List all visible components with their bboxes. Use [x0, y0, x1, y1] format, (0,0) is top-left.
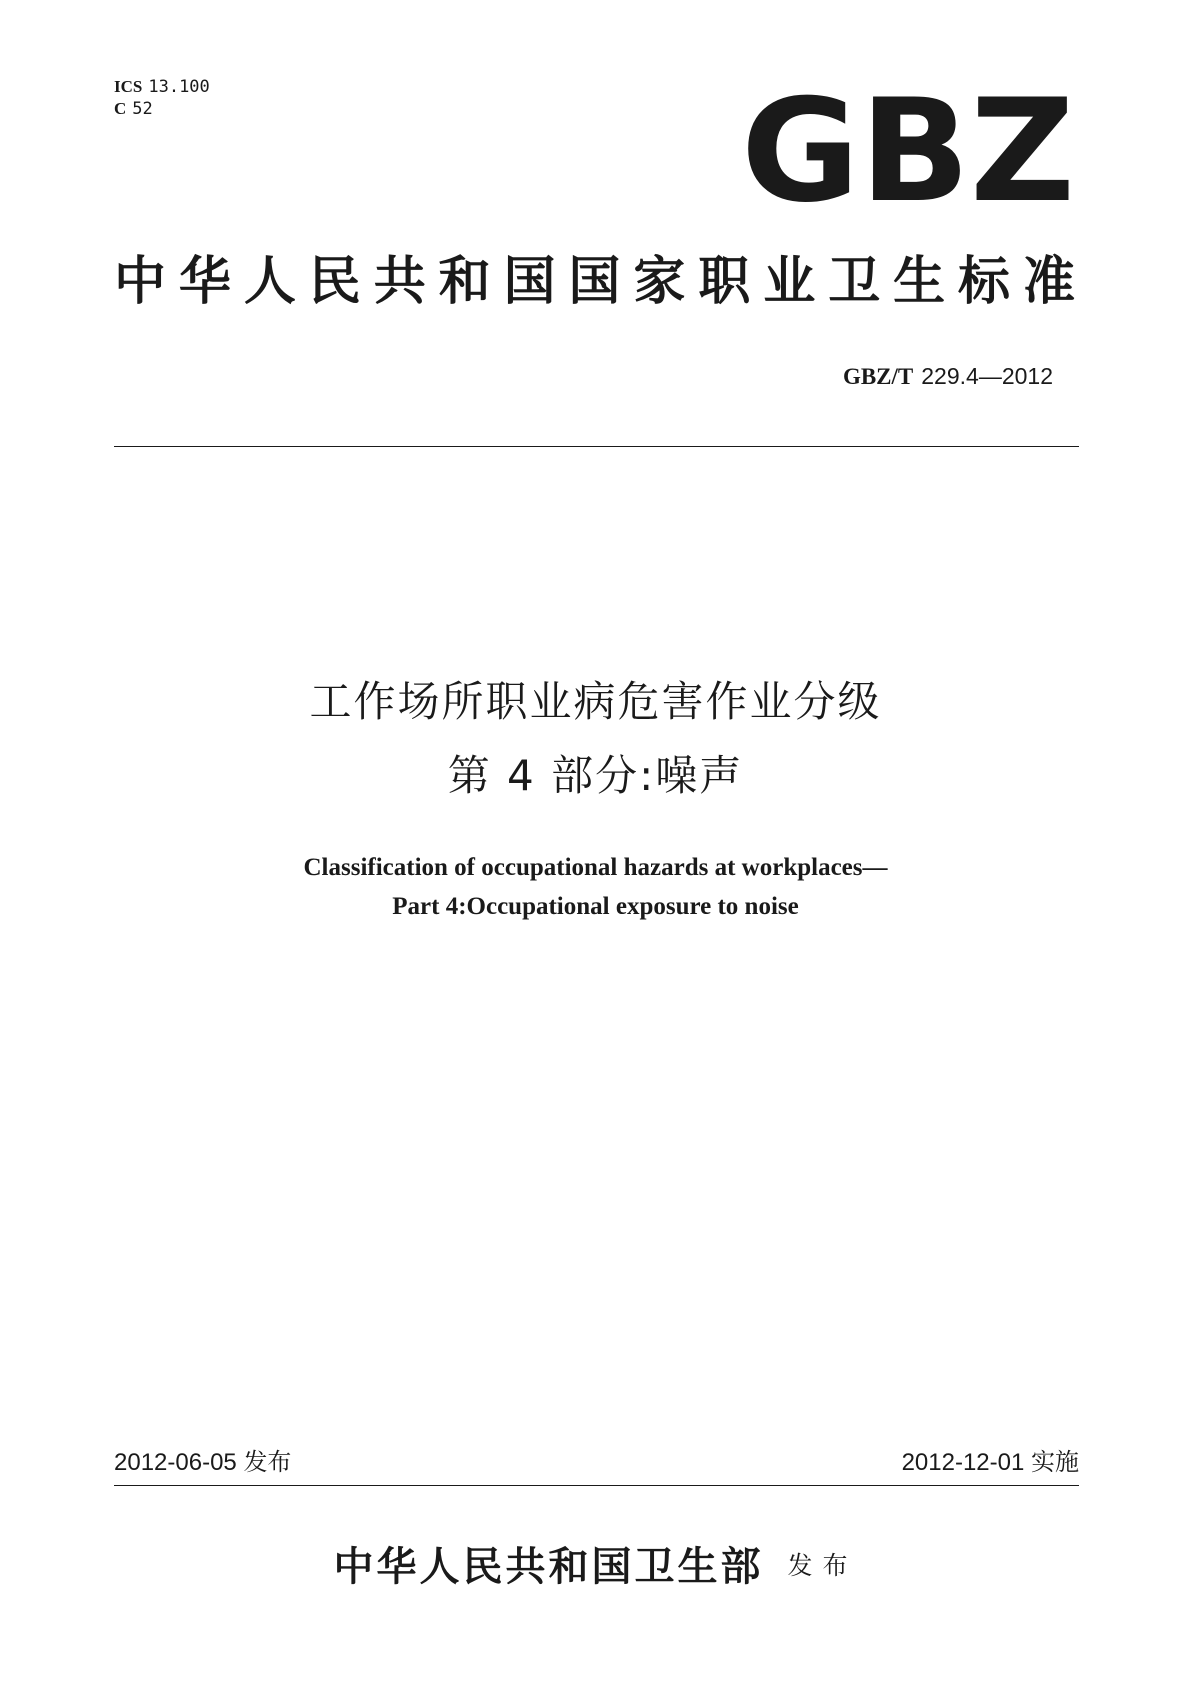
implementation-date	[902, 1442, 1079, 1477]
implementation-date-label: 实施	[1031, 1449, 1079, 1476]
title-cn-line2: 第 4 部分:噪声	[447, 751, 744, 800]
ccs-row	[114, 98, 210, 120]
standard-number	[843, 363, 1053, 390]
publisher-line	[0, 1535, 1191, 1592]
gbz-logo	[738, 92, 1078, 210]
title-en-line1: Classification of occupational hazards at workplaces—	[303, 854, 888, 881]
title-en-line2: Part 4:Occupational exposure to noise	[392, 893, 799, 920]
issue-date-label: 发布	[243, 1449, 292, 1476]
implementation-date-value: 2012-12-01	[901, 1449, 1025, 1476]
top-divider	[114, 446, 1079, 447]
ics-code: 13.100	[148, 77, 210, 97]
title-cn-line1: 工作场所职业病危害作业分级	[309, 677, 882, 726]
ics-row	[114, 76, 210, 98]
issue-date-value: 2012-06-05	[114, 1449, 237, 1476]
ccs-code: 52	[132, 99, 153, 119]
classification-block	[114, 76, 210, 120]
publisher-organization: 中华人民共和国卫生部	[333, 1543, 764, 1590]
standard-num: 229.4—2012	[921, 363, 1053, 389]
standard-code: GBZ/T	[842, 364, 914, 389]
ics-label: ICS	[114, 77, 143, 96]
authority-title: 中华人民共和国国家职业卫生标准	[114, 251, 1076, 312]
gbz-logo-text: GBZ	[741, 92, 1075, 210]
ccs-label: C	[114, 99, 127, 118]
gbz-logo-graphic	[738, 92, 1078, 210]
bottom-divider	[114, 1485, 1079, 1486]
publisher-action: 发布	[787, 1550, 858, 1580]
issue-date	[114, 1442, 291, 1477]
